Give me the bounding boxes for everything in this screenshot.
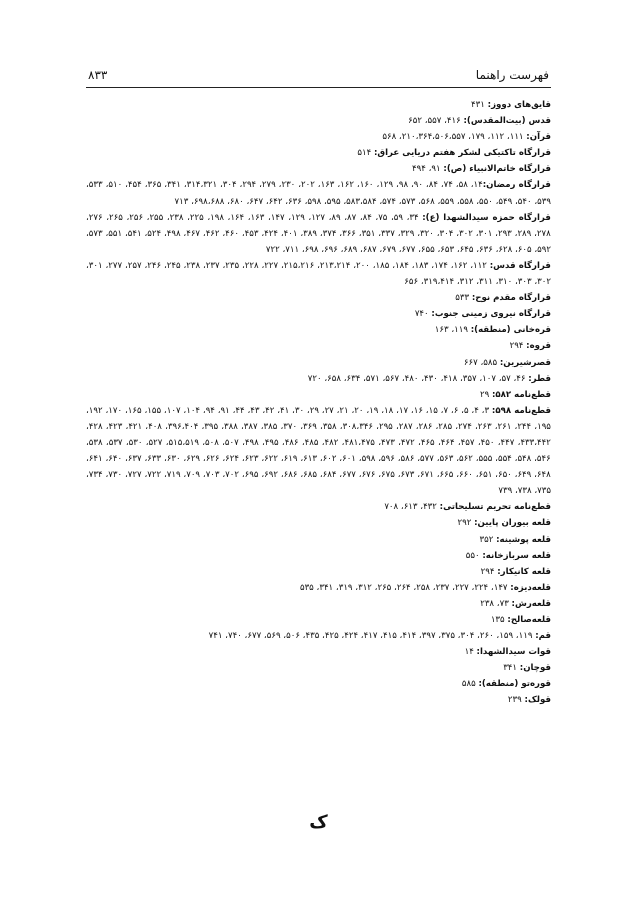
index-entry [86, 515, 551, 531]
entry-page-refs: ۲۹۴ [480, 566, 498, 577]
index-entry [86, 210, 551, 258]
index-entry [86, 258, 551, 290]
index-entries [86, 97, 551, 709]
running-title: فهرست راهنما [475, 68, 549, 82]
entry-page-refs: ۱۱۱، ۱۱۲، ۱۷۹، ۲۱۰،۳۶۴،۵۰۶،۵۵۷، ۵۶۸ [382, 132, 527, 143]
entry-term: قم: [535, 631, 551, 642]
entry-term: قلعه کانیکار: [497, 566, 551, 577]
entry-term: قلعه بیوران پایین: [474, 518, 551, 529]
index-entry [86, 113, 551, 129]
index-entry [86, 499, 551, 515]
header-rule [86, 87, 551, 88]
entry-page-refs: ۴۳۱ [471, 100, 488, 110]
entry-page-refs: ۱۳۵ [490, 615, 508, 625]
entry-page-refs: ۵۵۰ [465, 550, 483, 561]
index-entry [86, 387, 551, 403]
index-entry [86, 564, 551, 580]
entry-term: قطر: [528, 373, 551, 384]
entry-page-refs: ۳۵۲ [479, 534, 497, 545]
entry-page-refs: ۵۸۵، ۶۶۷ [463, 357, 500, 368]
entry-page-refs: ۲۹ [479, 389, 492, 400]
entry-page-refs: ۱۱۹، ۱۶۳ [434, 325, 471, 336]
index-entry [86, 692, 551, 708]
index-entry [86, 97, 551, 113]
entry-term: قرارگاه حمزه سیدالشهدا (ع): [422, 212, 551, 223]
index-entry [86, 290, 551, 306]
entry-term: قرارگاه نیروی زمینی جنوب: [431, 309, 551, 320]
entry-page-refs: ۱۴ [464, 647, 477, 658]
index-entry [86, 403, 551, 500]
entry-term: قلعه‌صالح: [507, 615, 551, 625]
entry-page-refs: ۳، ۴، ۵، ۶، ۷، ۱۵، ۱۶، ۱۷، ۱۸، ۱۹، ۲۰، ۲۱، ۲۷، ۲۹، ۳۰، ۴۱، ۴۲، ۴۳، ۴۴، ۹۱، ۹۴، ۱۰۴، ۱۰۷، ۱۵۵، ۱۶۵، ۱۷۰، ۱۹۲، ۱۹۵، ۲۴۴، ۲۶۱، ۲۶۳، ۲۷۴، ۲۸۵، ۲۸۶، ۲۸۷، ۲۹۵، ۳۰۸،۳۴۶، ۳۵۸، ۳۶۹، ۳۷۰، ۳۸۵، ۳۸۷، ۳۸۸، ۳۹۵، ۳۹۶،۴۰۴، ۴۰۸، ۴۲۱، ۴۲۳، ۴۲۸، ۴۳۳،۴۴۲، ۴۴۷، ۴۵۰، ۴۵۷، ۴۶۴، ۴۶۵، ۴۷۲، ۴۷۳، ۴۸۱،۴۷۵، ۴۸۲، ۴۸۵، ۴۸۶، ۴۹۵، ۴۹۸، ۵۰۷، ۵۰۸، ۵۱۵،۵۱۹، ۵۲۷، ۵۳۰، ۵۳۷، ۵۳۸، ۵۴۶، ۵۴۸، ۵۵۴، ۵۵۵، ۵۶۲، ۵۶۳، ۵۷۷، ۵۸۶، ۵۹۶، ۵۹۸، ۶۰۱، ۶۰۲، ۶۱۳، ۶۱۹، ۶۲۲، ۶۲۳، ۶۲۴، ۶۲۶، ۶۲۹، ۶۳۰، ۶۳۳، ۶۳۷، ۶۴۰، ۶۴۱، ۶۴۸، ۶۴۹، ۶۵۰، ۶۵۱، ۶۶۰، ۶۶۵، ۶۷۱، ۶۷۳، ۶۷۵، ۶۷۶، ۶۷۷، ۶۸۴، ۶۸۵، ۶۸۶، ۶۹۲، ۶۹۵، ۷۰۲، ۷۰۳، ۷۰۹، ۷۱۹، ۷۲۲، ۷۲۷، ۷۳۰، ۷۳۴، ۷۳۵، ۷۳۸، ۷۳۹ [86, 405, 551, 497]
index-entry [86, 177, 551, 209]
entry-term: قرارگاه مقدم نوح: [471, 293, 551, 304]
entry-term: قرارگاه تاکتیکی لشکر هفتم دریایی عراق: [373, 148, 551, 159]
entry-term: قطع‌نامه ۵۸۲: [491, 389, 551, 400]
index-entry [86, 306, 551, 322]
entry-page-refs: ۲۹۲ [457, 518, 475, 529]
entry-page-refs: ۷۳، ۲۳۸ [480, 598, 512, 609]
entry-page-refs: ۱۴، ۵۸، ۷۴، ۸۴، ۹۰، ۹۸، ۱۲۹، ۱۶۰، ۱۶۲، ۱۶۳، ۲۰۲، ۲۳۰، ۲۷۹، ۲۹۴، ۳۰۴، ۳۱۴،۳۲۱، ۳۴۱، ۳۶۵، ۴۵۴، ۵۱۰، ۵۳۳، ۵۳۹، ۵۴۰، ۵۴۹، ۵۵۰، ۵۵۸، ۵۵۹، ۵۶۸، ۵۷۳، ۵۷۴، ۵۸۳،۵۸۴، ۵۹۵، ۵۹۸، ۶۳۶، ۶۴۲، ۶۴۷، ۶۸۰، ۶۹۸،۶۸۸، ۷۱۳ [86, 180, 551, 207]
entry-term: قطع‌نامه تحریم تسلیحاتی: [439, 502, 551, 513]
entry-page-refs: ۴۳۲، ۶۱۳، ۷۰۸ [384, 502, 440, 513]
index-entry [86, 129, 551, 145]
section-letter: ک [309, 812, 328, 833]
entry-page-refs: ۴۱۶، ۵۵۷، ۶۵۲ [408, 116, 464, 127]
index-entry [86, 145, 551, 161]
entry-page-refs: ۲۳۹ [507, 695, 525, 706]
entry-term: قصرشیرین: [499, 357, 551, 368]
index-entry [86, 596, 551, 612]
entry-term: قلعه‌رش: [511, 598, 551, 609]
page-header [88, 68, 549, 86]
entry-term: قروه: [526, 341, 551, 352]
entry-page-refs: ۵۸۵ [461, 679, 479, 690]
index-entry [86, 644, 551, 660]
entry-term: قطع‌نامه ۵۹۸: [491, 405, 552, 416]
index-entry [86, 628, 551, 644]
index-entry [86, 660, 551, 676]
entry-term: قلعه پوشینه: [496, 534, 551, 545]
index-entry [86, 548, 551, 564]
entry-term: قرارگاه خاتم‌الانبیاء (ص): [443, 164, 551, 175]
index-entry [86, 371, 551, 387]
entry-term: قلعه سربازخانه: [482, 550, 551, 561]
entry-page-refs: ۲۹۴ [509, 341, 527, 352]
entry-page-refs: ۳۴، ۵۹، ۷۵، ۸۴، ۸۷، ۸۹، ۱۲۷، ۱۲۹، ۱۴۷، ۱۶۳، ۱۶۴، ۱۹۸، ۲۲۵، ۲۳۸، ۲۵۵، ۲۵۶، ۲۶۵، ۲۷۶، ۲۷۸، ۲۸۹، ۲۹۳، ۳۰۱، ۳۰۲، ۳۰۴، ۳۲۰، ۳۲۹، ۳۳۷، ۳۵۱، ۳۶۶، ۳۷۴، ۳۸۹، ۴۰۱، ۴۲۴، ۴۵۳، ۴۶۰، ۴۶۲، ۴۶۷، ۴۹۸، ۵۲۴، ۵۴۱، ۵۵۱، ۵۷۳، ۵۹۲، ۶۰۵، ۶۲۸، ۶۳۶، ۶۴۵، ۶۵۳، ۶۵۵، ۶۷۷، ۶۷۹، ۶۸۷، ۶۸۹، ۶۹۶، ۶۹۸، ۷۱۱، ۷۲۲ [86, 212, 551, 255]
entry-term: قلعه‌دیزه: [510, 582, 551, 593]
index-entry [86, 676, 551, 692]
entry-term: قدس (بیت‌المقدس): [463, 116, 551, 127]
entry-term: قولک: [524, 695, 551, 706]
entry-page-refs: ۹۱، ۴۹۴ [412, 164, 444, 175]
page-number: ۸۳۳ [88, 68, 108, 82]
entry-term: قوات سیدالشهدا: [476, 647, 551, 658]
entry-term: قوره‌تو (منطقه): [478, 679, 551, 690]
entry-term: قرارگاه رمضان: [482, 180, 551, 191]
entry-page-refs: ۵۳۳ [455, 293, 472, 304]
entry-page-refs: ۴۶، ۵۷، ۱۰۷، ۳۵۷، ۴۱۸، ۴۳۰، ۴۸۰، ۵۶۷، ۵۷۱، ۶۳۴، ۶۵۸، ۷۲۰ [307, 373, 529, 384]
entry-term: قرآن: [526, 132, 551, 143]
index-entry [86, 355, 551, 371]
entry-page-refs: ۱۱۲، ۱۶۲، ۱۷۴، ۱۸۳، ۱۸۴، ۱۸۵، ۲۰۰، ۲۱۳،۲۱۴، ۲۱۵،۲۱۶، ۲۲۷، ۲۲۸، ۲۳۵، ۲۳۷، ۲۳۸، ۲۴۵، ۲۴۶، ۲۵۷، ۲۷۷، ۳۰۱، ۳۰۲، ۳۰۳، ۳۱۰، ۳۱۱، ۳۱۲، ۳۱۹،۴۱۴، ۶۵۶ [86, 260, 551, 288]
index-entry [86, 532, 551, 548]
entry-term: قرارگاه قدس: [489, 260, 551, 271]
entry-page-refs: ۳۴۱ [503, 663, 520, 674]
index-entry [86, 338, 551, 354]
entry-page-refs: ۱۱۹، ۱۵۹، ۲۶۰، ۳۰۴، ۳۷۵، ۳۹۷، ۴۱۴، ۴۱۵، ۴۱۷، ۴۲۴، ۴۲۵، ۴۳۵، ۵۰۶، ۵۶۹، ۶۷۷، ۷۴۰، ۷۴۱ [208, 631, 536, 642]
entry-page-refs: ۱۴۷، ۲۲۴، ۲۲۷، ۲۳۷، ۲۵۸، ۲۶۴، ۲۶۵، ۳۱۲، ۳۱۹، ۳۴۱، ۵۳۵ [299, 582, 511, 593]
entry-term: قایق‌های دووز: [487, 100, 551, 110]
index-entry [86, 580, 551, 596]
entry-page-refs: ۵۱۴ [357, 148, 374, 159]
entry-term: قوچان: [519, 663, 551, 674]
index-entry [86, 161, 551, 177]
entry-page-refs: ۷۴۰ [414, 309, 432, 320]
index-entry [86, 612, 551, 628]
entry-term: قره‌خانی (منطقه): [470, 325, 551, 336]
index-entry [86, 322, 551, 338]
